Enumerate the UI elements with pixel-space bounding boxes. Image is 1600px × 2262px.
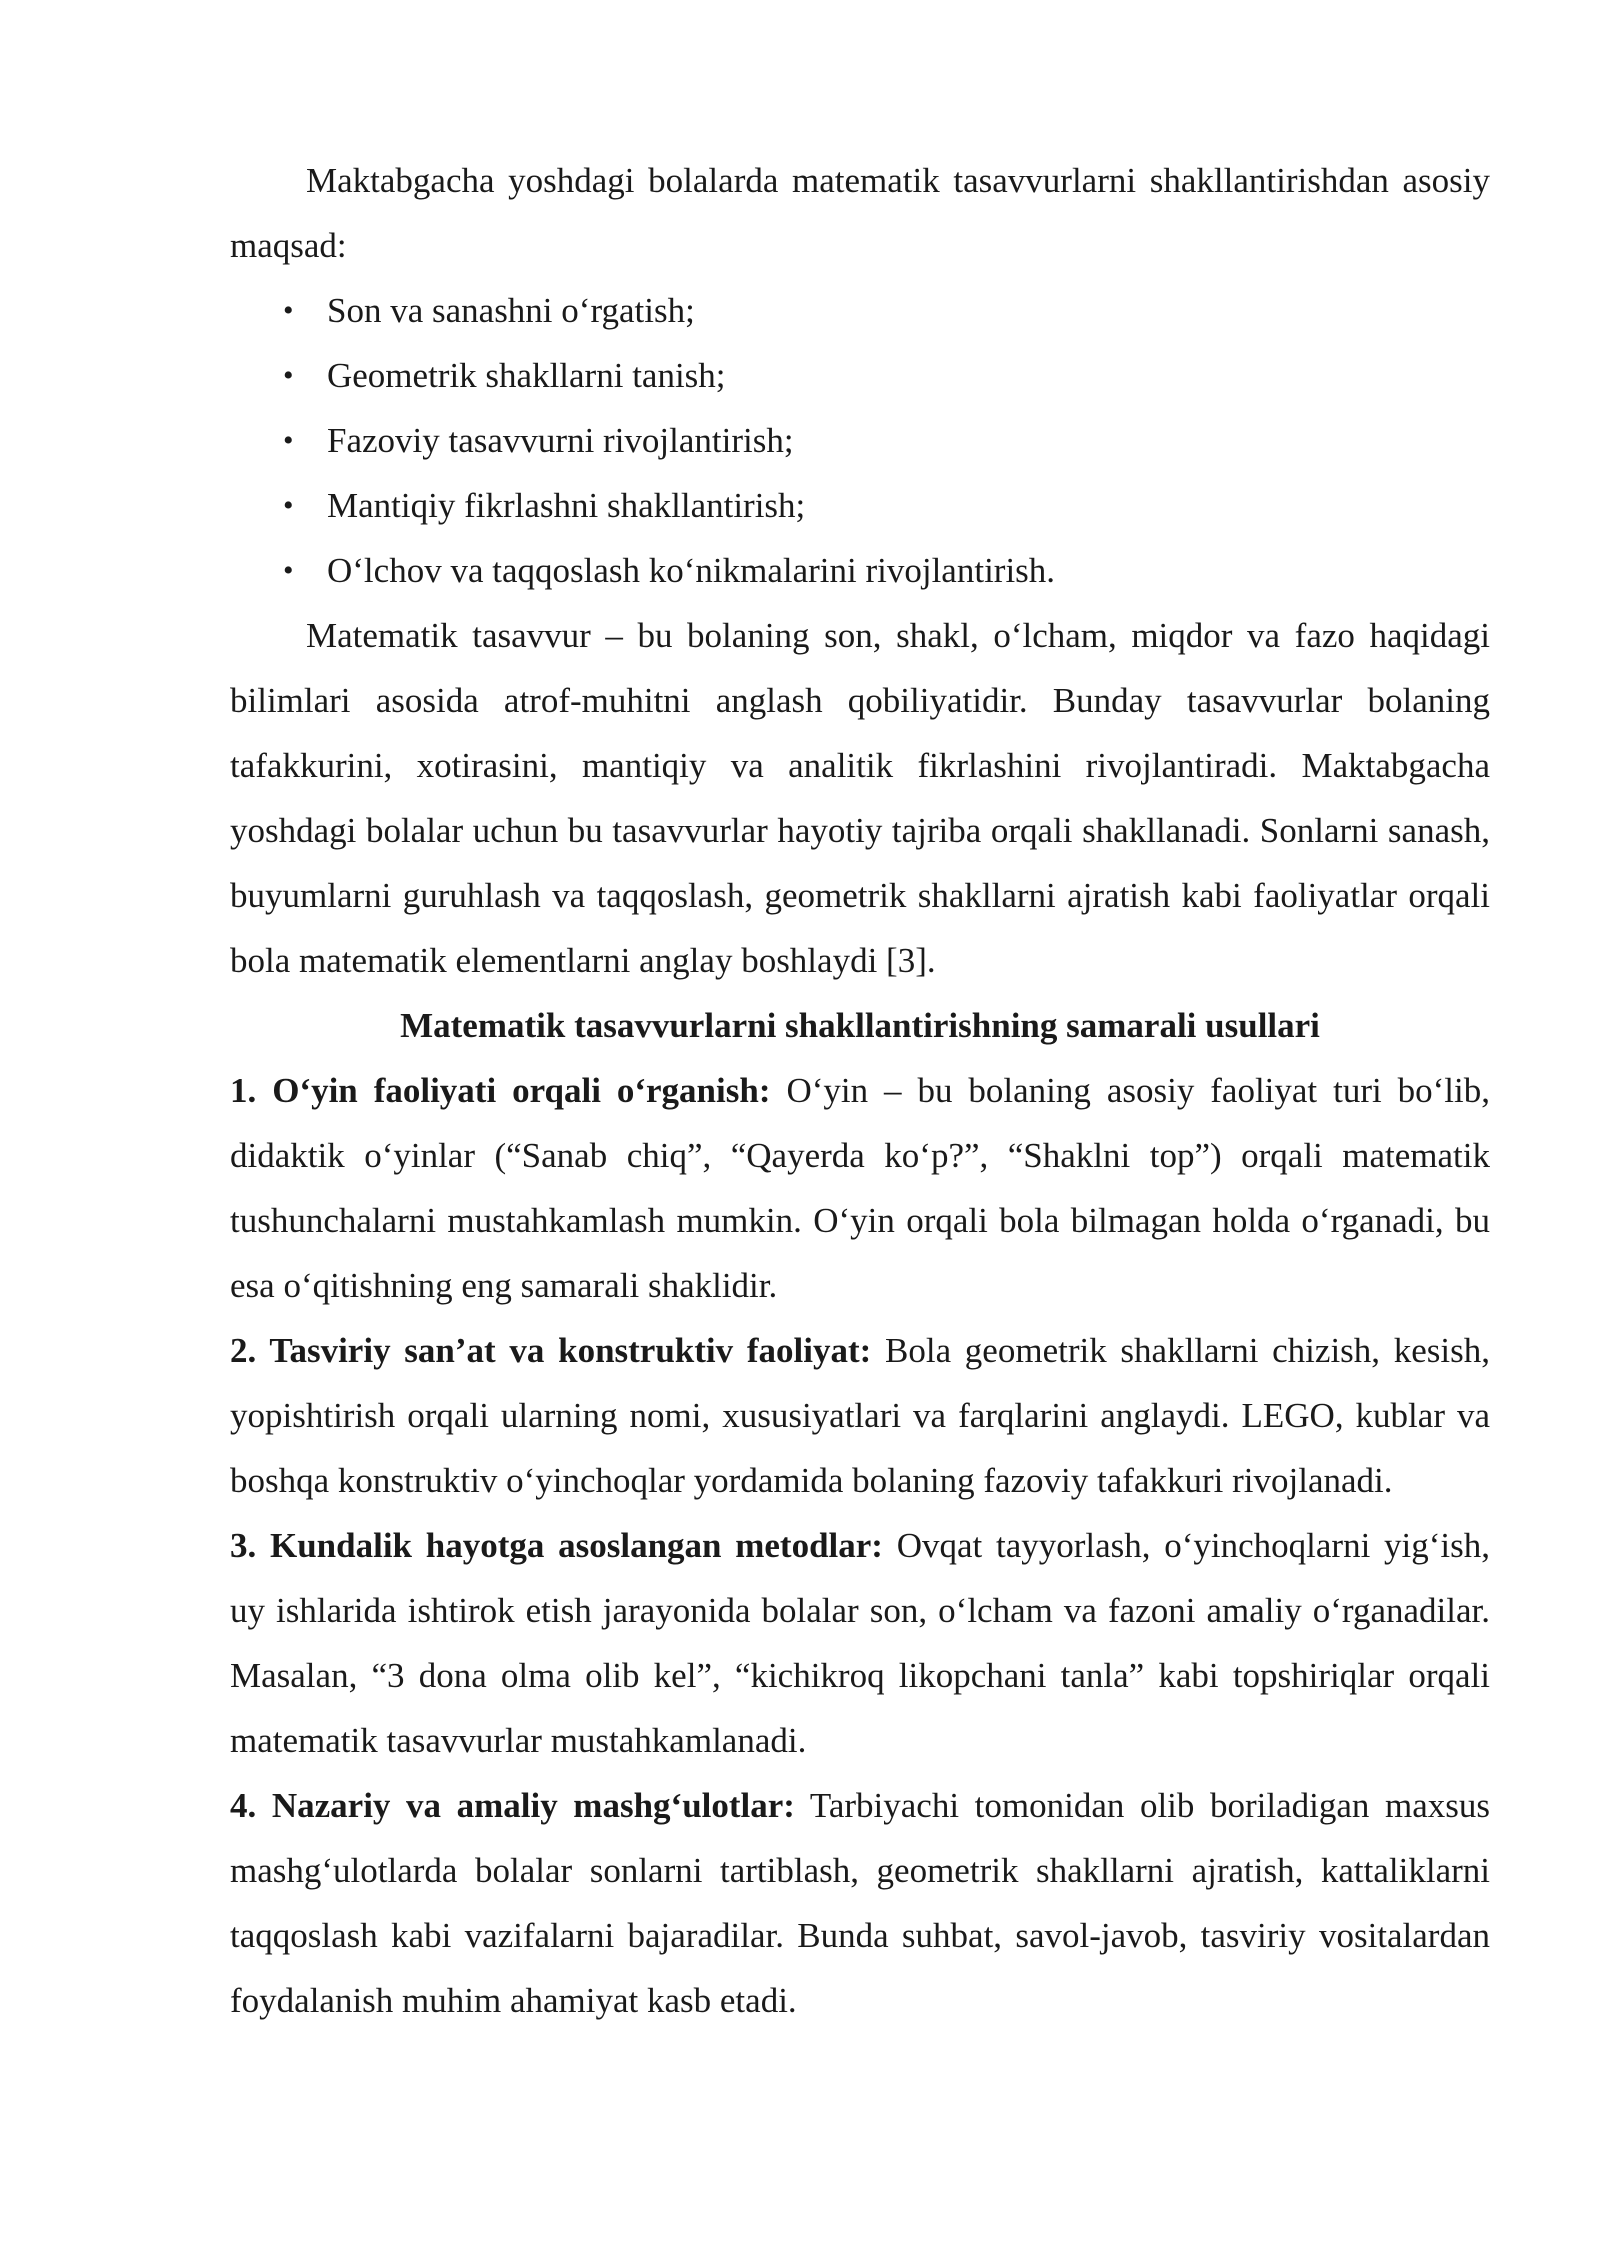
list-item [230, 473, 1490, 538]
goals-list [230, 278, 1490, 603]
bullet-icon: • [283, 359, 294, 392]
goal-text: Geometrik shakllarni tanish; [327, 356, 726, 395]
list-item [230, 408, 1490, 473]
bullet-icon: • [283, 554, 294, 587]
goal-text: Fazoviy tasavvurni rivojlantirish; [327, 421, 794, 460]
method-paragraph-3 [230, 1513, 1490, 1773]
list-item [230, 538, 1490, 603]
section-heading: Matematik tasavvurlarni shakllantirishning samarali usullari [400, 1006, 1320, 1045]
definition-paragraph: Matematik tasavvur – bu bolaning son, shakl, o‘lcham, miqdor va fazo haqidagi bilimlari asosida atrof-muhitni anglash qobiliyatidir. Bunday tasavvurlar bolaning tafakkurini, xotirasini, mantiqiy va analitik fikrlashini rivojlantiradi. Maktabgacha yoshdagi bolalar uchun bu tasavvurlar hayotiy tajriba orqali shakllanadi. Sonlarni sanash, buyumlarni guruhlash va taqqoslash, geometrik shakllarni ajratish kabi faoliyatlar orqali bola matematik elementlarni anglay boshlaydi [3]. [230, 616, 1490, 980]
method-body: Ovqat tayyorlash, o‘yinchoqlarni yig‘ish, uy ishlarida ishtirok etish jarayonida bolalar son, o‘lcham va fazoni amaliy o‘rganadilar. Masalan, “3 dona olma olib kel”, “kichikroq likopchani tanla” kabi topshiriqlar orqali matematik tasavvurlar mustahkamlanadi. [230, 1526, 1491, 1760]
method-paragraph-4 [230, 1773, 1490, 2033]
document-page [230, 148, 1490, 2033]
method-lead: 3. Kundalik hayotga asoslangan metodlar: [230, 1526, 883, 1565]
goal-text: Mantiqiy fikrlashni shakllantirish; [327, 486, 806, 525]
method-body: Bola geometrik shakllarni chizish, kesish, yopishtirish orqali ularning nomi, xususiyatlari va farqlarini anglaydi. LEGO, kublar va boshqa konstruktiv o‘yinchoqlar yordamida bolaning fazoviy tafakkuri rivojlanadi. [230, 1331, 1490, 1500]
method-lead: 1. O‘yin faoliyati orqali o‘rganish: [230, 1071, 771, 1110]
bullet-icon: • [283, 489, 294, 522]
method-paragraph-1 [230, 1058, 1490, 1318]
method-body: Tarbiyachi tomonidan olib boriladigan maxsus mashg‘ulotlarda bolalar sonlarni tartiblash, geometrik shakllarni ajratish, kattaliklarni taqqoslash kabi vazifalarni bajaradilar. Bunda suhbat, savol-javob, tasviriy vositalardan foydalanish muhim ahamiyat kasb etadi. [230, 1786, 1490, 2020]
bullet-icon: • [283, 294, 294, 327]
list-item [230, 278, 1490, 343]
list-item [230, 343, 1490, 408]
goal-text: O‘lchov va taqqoslash ko‘nikmalarini rivojlantirish. [327, 551, 1056, 590]
method-lead: 2. Tasviriy san’at va konstruktiv faoliyat: [230, 1331, 872, 1370]
goal-text: Son va sanashni o‘rgatish; [327, 291, 695, 330]
method-lead: 4. Nazariy va amaliy mashg‘ulotlar: [230, 1786, 795, 1825]
method-paragraph-2 [230, 1318, 1490, 1513]
method-body: O‘yin – bu bolaning asosiy faoliyat turi bo‘lib, didaktik o‘yinlar (“Sanab chiq”, “Qayerda ko‘p?”, “Shaklni top”) orqali matematik tushunchalarni mustahkamlash mumkin. O‘yin orqali bola bilmagan holda o‘rganadi, bu esa o‘qitishning eng samarali shaklidir. [230, 1071, 1490, 1305]
intro-paragraph: Maktabgacha yoshdagi bolalarda matematik tasavvurlarni shakllantirishdan asosiy maqsad: [230, 161, 1490, 265]
bullet-icon: • [283, 424, 294, 457]
